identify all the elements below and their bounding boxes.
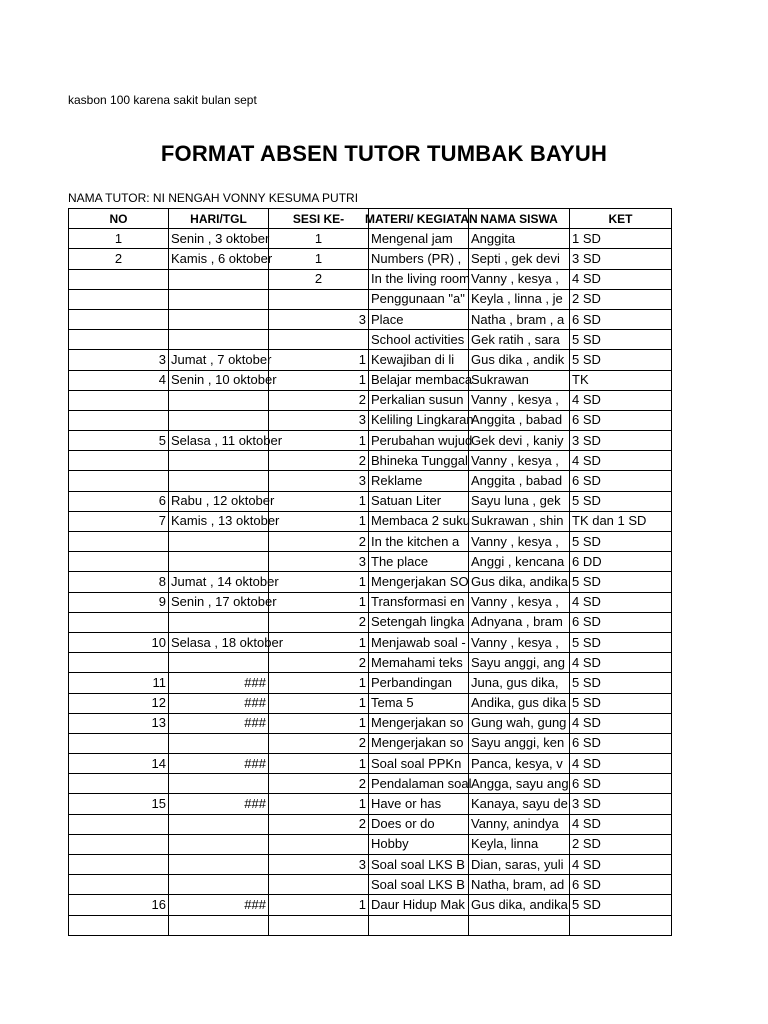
cell-materi: Soal soal LKS B xyxy=(369,875,469,895)
cell-ket: 5 SD xyxy=(570,673,672,693)
cell-nama-siswa: Anggita , babad xyxy=(469,410,570,430)
cell-materi: Place xyxy=(369,309,469,329)
cell-materi: Kewajiban di li xyxy=(369,350,469,370)
cell-sesi: 1 xyxy=(269,673,369,693)
cell-hari-tgl: ### xyxy=(169,895,269,915)
table-row xyxy=(69,431,672,451)
cell-ket: 2 SD xyxy=(570,289,672,309)
cell-sesi: 1 xyxy=(269,572,369,592)
cell-materi: Soal soal LKS B xyxy=(369,855,469,875)
cell-ket: 6 SD xyxy=(570,612,672,632)
cell-hari-tgl xyxy=(169,653,269,673)
table-row xyxy=(69,471,672,491)
cell-hari-tgl: Senin , 10 oktober xyxy=(169,370,269,390)
table-row xyxy=(69,693,672,713)
table-row xyxy=(69,350,672,370)
cell-hari-tgl xyxy=(169,532,269,552)
cell-sesi: 1 xyxy=(269,431,369,451)
cell-ket: 4 SD xyxy=(570,390,672,410)
cell-hari-tgl xyxy=(169,834,269,854)
cell-no xyxy=(69,410,169,430)
table-row xyxy=(69,632,672,652)
cell-hari-tgl xyxy=(169,309,269,329)
cell-sesi xyxy=(269,834,369,854)
cell-nama-siswa: Vanny , kesya , xyxy=(469,269,570,289)
cell-sesi: 1 xyxy=(269,229,369,249)
cell-hari-tgl: Selasa , 11 oktober xyxy=(169,431,269,451)
cell-nama-siswa: Juna, gus dika, xyxy=(469,673,570,693)
cell-nama-siswa: Vanny , kesya , xyxy=(469,390,570,410)
cell-nama-siswa: Sukrawan , shin xyxy=(469,511,570,531)
table-row xyxy=(69,491,672,511)
cell-ket: 3 SD xyxy=(570,249,672,269)
cell-hari-tgl xyxy=(169,875,269,895)
cell-materi: The place xyxy=(369,552,469,572)
cell-hari-tgl: Kamis , 13 oktober xyxy=(169,511,269,531)
cell-materi: Have or has xyxy=(369,794,469,814)
cell-no xyxy=(69,653,169,673)
header-no: NO xyxy=(69,209,169,229)
cell-no xyxy=(69,552,169,572)
cell-nama-siswa xyxy=(469,915,570,935)
cell-nama-siswa: Andika, gus dika xyxy=(469,693,570,713)
cell-no xyxy=(69,309,169,329)
cell-hari-tgl xyxy=(169,612,269,632)
cell-ket: 4 SD xyxy=(570,754,672,774)
cell-sesi: 3 xyxy=(269,855,369,875)
table-row xyxy=(69,895,672,915)
cell-nama-siswa: Panca, kesya, v xyxy=(469,754,570,774)
cell-no: 14 xyxy=(69,754,169,774)
cell-sesi: 1 xyxy=(269,713,369,733)
table-row xyxy=(69,855,672,875)
cell-nama-siswa: Keyla , linna , je xyxy=(469,289,570,309)
cell-hari-tgl: ### xyxy=(169,713,269,733)
cell-hari-tgl xyxy=(169,855,269,875)
table-row xyxy=(69,592,672,612)
cell-ket: 2 SD xyxy=(570,834,672,854)
cell-sesi: 2 xyxy=(269,451,369,471)
cell-materi: Menjawab soal - xyxy=(369,632,469,652)
cell-hari-tgl: ### xyxy=(169,673,269,693)
table-row xyxy=(69,309,672,329)
cell-hari-tgl xyxy=(169,390,269,410)
cell-materi xyxy=(369,915,469,935)
cell-nama-siswa: Natha, bram, ad xyxy=(469,875,570,895)
cell-materi: Perkalian susun xyxy=(369,390,469,410)
header-sesi: SESI KE- xyxy=(269,209,369,229)
cell-hari-tgl xyxy=(169,451,269,471)
cell-no: 13 xyxy=(69,713,169,733)
cell-nama-siswa: Angga, sayu ang xyxy=(469,774,570,794)
cell-hari-tgl: Jumat , 7 oktober xyxy=(169,350,269,370)
table-row xyxy=(69,875,672,895)
cell-nama-siswa: Vanny, anindya xyxy=(469,814,570,834)
cell-hari-tgl: Rabu , 12 oktober xyxy=(169,491,269,511)
table-row xyxy=(69,733,672,753)
cell-nama-siswa: Sukrawan xyxy=(469,370,570,390)
cell-sesi: 3 xyxy=(269,552,369,572)
cell-sesi xyxy=(269,330,369,350)
cell-nama-siswa: Kanaya, sayu de xyxy=(469,794,570,814)
cell-nama-siswa: Anggita , babad xyxy=(469,471,570,491)
cell-materi: Reklame xyxy=(369,471,469,491)
cell-nama-siswa: Septi , gek devi xyxy=(469,249,570,269)
cell-ket: 6 SD xyxy=(570,309,672,329)
cell-hari-tgl: Selasa , 18 oktober xyxy=(169,632,269,652)
cell-ket: 3 SD xyxy=(570,431,672,451)
cell-sesi: 2 xyxy=(269,390,369,410)
cell-materi: Satuan Liter xyxy=(369,491,469,511)
cell-no xyxy=(69,289,169,309)
cell-hari-tgl xyxy=(169,289,269,309)
cell-sesi xyxy=(269,289,369,309)
cell-sesi: 2 xyxy=(269,733,369,753)
cell-ket: 5 SD xyxy=(570,632,672,652)
cell-sesi: 2 xyxy=(269,814,369,834)
cell-sesi: 2 xyxy=(269,774,369,794)
cell-no xyxy=(69,733,169,753)
cell-no xyxy=(69,814,169,834)
cell-no xyxy=(69,834,169,854)
table-row xyxy=(69,451,672,471)
table-row xyxy=(69,713,672,733)
cell-no: 6 xyxy=(69,491,169,511)
cell-ket: 6 DD xyxy=(570,552,672,572)
table-row xyxy=(69,289,672,309)
cell-hari-tgl xyxy=(169,814,269,834)
cell-ket: 5 SD xyxy=(570,895,672,915)
cell-ket: 4 SD xyxy=(570,592,672,612)
cell-no: 8 xyxy=(69,572,169,592)
cell-materi: Soal soal PPKn xyxy=(369,754,469,774)
cell-no: 10 xyxy=(69,632,169,652)
cell-sesi: 2 xyxy=(269,612,369,632)
table-row xyxy=(69,754,672,774)
table-row xyxy=(69,229,672,249)
cell-ket: 6 SD xyxy=(570,410,672,430)
cell-ket xyxy=(570,915,672,935)
cell-nama-siswa: Vanny , kesya , xyxy=(469,592,570,612)
cell-sesi xyxy=(269,915,369,935)
cell-nama-siswa: Anggita xyxy=(469,229,570,249)
cell-materi: Numbers (PR) , xyxy=(369,249,469,269)
cell-nama-siswa: Vanny , kesya , xyxy=(469,451,570,471)
cell-ket: 5 SD xyxy=(570,491,672,511)
cell-materi: Daur Hidup Mak xyxy=(369,895,469,915)
cell-materi: In the living room xyxy=(369,269,469,289)
cell-ket: 5 SD xyxy=(570,532,672,552)
cell-hari-tgl xyxy=(169,330,269,350)
cell-sesi: 1 xyxy=(269,592,369,612)
cell-materi: Transformasi en xyxy=(369,592,469,612)
cell-hari-tgl xyxy=(169,915,269,935)
cell-ket: 4 SD xyxy=(570,713,672,733)
tutor-name: NAMA TUTOR: NI NENGAH VONNY KESUMA PUTRI xyxy=(68,191,359,205)
cell-hari-tgl: Kamis , 6 oktober xyxy=(169,249,269,269)
cell-ket: 4 SD xyxy=(570,451,672,471)
cell-no xyxy=(69,390,169,410)
cell-ket: 4 SD xyxy=(570,814,672,834)
cell-materi: Pendalaman soal xyxy=(369,774,469,794)
cell-ket: 6 SD xyxy=(570,774,672,794)
cell-no xyxy=(69,330,169,350)
cell-hari-tgl: ### xyxy=(169,794,269,814)
cell-nama-siswa: Adnyana , bram xyxy=(469,612,570,632)
cell-no xyxy=(69,855,169,875)
cell-no: 16 xyxy=(69,895,169,915)
cell-materi: Mengerjakan so xyxy=(369,733,469,753)
cell-no: 7 xyxy=(69,511,169,531)
header-hari-tgl: HARI/TGL xyxy=(169,209,269,229)
cell-nama-siswa: Gus dika, andika xyxy=(469,895,570,915)
cell-materi: Belajar membaca xyxy=(369,370,469,390)
cell-no: 3 xyxy=(69,350,169,370)
cell-nama-siswa: Gung wah, gung xyxy=(469,713,570,733)
cell-hari-tgl: ### xyxy=(169,693,269,713)
cell-nama-siswa: Gek ratih , sara xyxy=(469,330,570,350)
cell-sesi: 2 xyxy=(269,532,369,552)
cell-nama-siswa: Vanny , kesya , xyxy=(469,632,570,652)
cell-nama-siswa: Natha , bram , a xyxy=(469,309,570,329)
table-row xyxy=(69,390,672,410)
cell-sesi xyxy=(269,875,369,895)
table-row xyxy=(69,552,672,572)
table-header-row xyxy=(69,209,672,229)
cell-ket: 6 SD xyxy=(570,733,672,753)
cell-hari-tgl xyxy=(169,410,269,430)
page-title: FORMAT ABSEN TUTOR TUMBAK BAYUH xyxy=(160,141,608,166)
cell-materi: Mengerjakan so xyxy=(369,713,469,733)
table-row xyxy=(69,572,672,592)
table-body xyxy=(69,229,672,936)
cell-ket: 4 SD xyxy=(570,653,672,673)
cell-hari-tgl: Senin , 17 oktober xyxy=(169,592,269,612)
cell-materi: Perubahan wujud xyxy=(369,431,469,451)
cell-materi: Does or do xyxy=(369,814,469,834)
cell-materi: Penggunaan "a" xyxy=(369,289,469,309)
table-row xyxy=(69,410,672,430)
cell-sesi: 1 xyxy=(269,249,369,269)
table-row xyxy=(69,370,672,390)
cell-nama-siswa: Vanny , kesya , xyxy=(469,532,570,552)
table-row xyxy=(69,814,672,834)
cell-no: 5 xyxy=(69,431,169,451)
cell-materi: Tema 5 xyxy=(369,693,469,713)
cell-no xyxy=(69,269,169,289)
cell-sesi: 1 xyxy=(269,511,369,531)
cell-no xyxy=(69,915,169,935)
cell-ket: 4 SD xyxy=(570,855,672,875)
cell-no: 12 xyxy=(69,693,169,713)
cell-nama-siswa: Sayu luna , gek xyxy=(469,491,570,511)
cell-no: 1 xyxy=(69,229,169,249)
cell-sesi: 1 xyxy=(269,895,369,915)
cell-no xyxy=(69,471,169,491)
header-nama-siswa: NAMA SISWA xyxy=(469,209,570,229)
cell-materi: Membaca 2 suku xyxy=(369,511,469,531)
cell-no xyxy=(69,774,169,794)
cell-hari-tgl xyxy=(169,774,269,794)
cell-sesi: 2 xyxy=(269,269,369,289)
cell-sesi: 1 xyxy=(269,632,369,652)
cell-no xyxy=(69,532,169,552)
table-row xyxy=(69,330,672,350)
cell-no xyxy=(69,451,169,471)
cell-no: 9 xyxy=(69,592,169,612)
cell-materi: Perbandingan xyxy=(369,673,469,693)
cell-nama-siswa: Gek devi , kaniy xyxy=(469,431,570,451)
table-row xyxy=(69,511,672,531)
cell-sesi: 2 xyxy=(269,653,369,673)
cell-nama-siswa: Anggi , kencana xyxy=(469,552,570,572)
attendance-table xyxy=(68,208,672,936)
cell-hari-tgl: Jumat , 14 oktober xyxy=(169,572,269,592)
cell-hari-tgl: ### xyxy=(169,754,269,774)
cell-ket: 1 SD xyxy=(570,229,672,249)
cell-sesi: 1 xyxy=(269,491,369,511)
cell-nama-siswa: Sayu anggi, ang xyxy=(469,653,570,673)
cell-ket: TK xyxy=(570,370,672,390)
cell-nama-siswa: Gus dika , andik xyxy=(469,350,570,370)
table-row xyxy=(69,794,672,814)
table-row xyxy=(69,774,672,794)
cell-materi: Keliling Lingkaran xyxy=(369,410,469,430)
cell-nama-siswa: Keyla, linna xyxy=(469,834,570,854)
cell-hari-tgl xyxy=(169,552,269,572)
cell-nama-siswa: Dian, saras, yuli xyxy=(469,855,570,875)
cell-hari-tgl xyxy=(169,269,269,289)
cell-materi: School activities xyxy=(369,330,469,350)
cell-sesi: 1 xyxy=(269,350,369,370)
cell-ket: 5 SD xyxy=(570,330,672,350)
table-row xyxy=(69,653,672,673)
table-row xyxy=(69,269,672,289)
cell-materi: Memahami teks xyxy=(369,653,469,673)
table-row xyxy=(69,612,672,632)
cell-ket: 4 SD xyxy=(570,269,672,289)
cell-materi: In the kitchen a xyxy=(369,532,469,552)
table-row xyxy=(69,532,672,552)
cell-ket: TK dan 1 SD xyxy=(570,511,672,531)
cell-nama-siswa: Gus dika, andika xyxy=(469,572,570,592)
cell-ket: 3 SD xyxy=(570,794,672,814)
cell-sesi: 3 xyxy=(269,471,369,491)
cell-sesi: 3 xyxy=(269,309,369,329)
cell-no xyxy=(69,612,169,632)
table-row xyxy=(69,834,672,854)
cell-hari-tgl: Senin , 3 oktober xyxy=(169,229,269,249)
cell-no: 2 xyxy=(69,249,169,269)
cell-no: 15 xyxy=(69,794,169,814)
cell-ket: 5 SD xyxy=(570,693,672,713)
cell-ket: 5 SD xyxy=(570,350,672,370)
header-ket: KET xyxy=(570,209,672,229)
cell-ket: 6 SD xyxy=(570,471,672,491)
table-row xyxy=(69,915,672,935)
table-row xyxy=(69,673,672,693)
cell-no xyxy=(69,875,169,895)
header-materi: MATERI/ KEGIATAN xyxy=(369,209,469,229)
cell-materi: Mengenal jam xyxy=(369,229,469,249)
cell-materi: Mengerjakan SO xyxy=(369,572,469,592)
cell-sesi: 1 xyxy=(269,794,369,814)
cell-sesi: 1 xyxy=(269,370,369,390)
cell-materi: Bhineka Tunggal xyxy=(369,451,469,471)
table-row xyxy=(69,249,672,269)
cell-hari-tgl xyxy=(169,733,269,753)
cell-no: 4 xyxy=(69,370,169,390)
cell-materi: Setengah lingka xyxy=(369,612,469,632)
cell-no: 11 xyxy=(69,673,169,693)
note-text: kasbon 100 karena sakit bulan sept xyxy=(68,93,257,107)
cell-nama-siswa: Sayu anggi, ken xyxy=(469,733,570,753)
cell-sesi: 1 xyxy=(269,754,369,774)
cell-sesi: 1 xyxy=(269,693,369,713)
cell-ket: 6 SD xyxy=(570,875,672,895)
cell-hari-tgl xyxy=(169,471,269,491)
cell-ket: 5 SD xyxy=(570,572,672,592)
cell-materi: Hobby xyxy=(369,834,469,854)
cell-sesi: 3 xyxy=(269,410,369,430)
